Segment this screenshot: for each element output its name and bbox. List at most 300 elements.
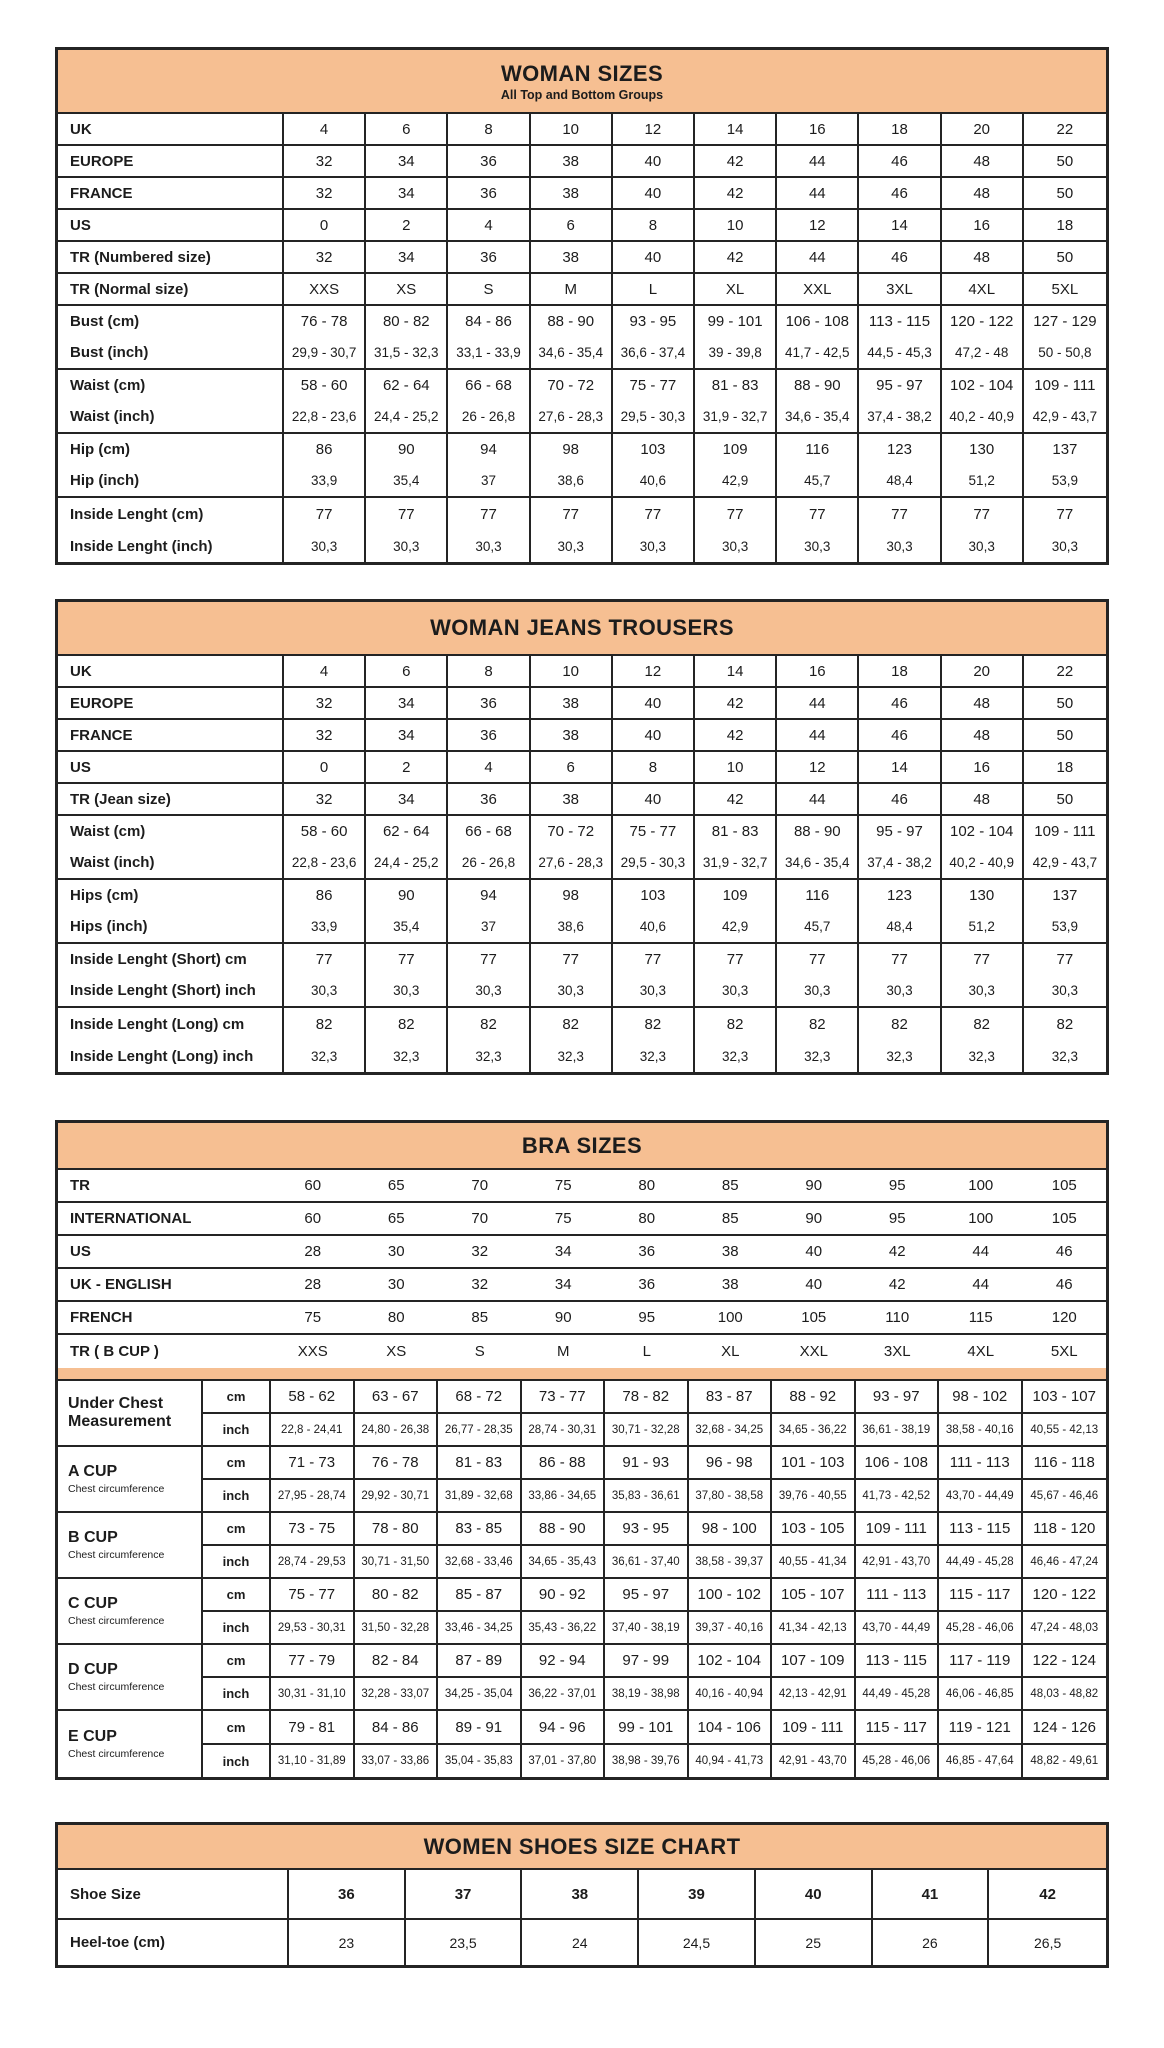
table-cell: 6	[366, 656, 448, 686]
table-cell: 80	[638, 1210, 656, 1227]
cup-cm-value: 105 - 107	[772, 1579, 854, 1612]
table-cell: 36	[448, 242, 530, 272]
cup-inch-value: 28,74 - 29,53	[277, 1555, 346, 1568]
table-cell	[284, 434, 366, 496]
cup-cm-value: 88 - 92	[772, 1381, 854, 1414]
table-cell: 65	[387, 1177, 405, 1194]
table-cell	[777, 306, 859, 368]
table-cell: 40	[613, 146, 695, 176]
value-inch: 29,5 - 30,3	[620, 409, 686, 424]
table-cell	[689, 1645, 773, 1709]
cup-subtitle: Chest circumference	[68, 1482, 165, 1495]
table-cell: XXL	[777, 274, 859, 304]
value-inch: 32,3	[393, 1048, 420, 1064]
cup-cm-value: 75 - 77	[271, 1579, 353, 1612]
table-cell	[605, 1381, 689, 1445]
value-inch: 30,3	[721, 983, 749, 998]
table-cell: 105	[1051, 1210, 1077, 1227]
value-cm: 82	[315, 1015, 333, 1033]
table-cell: 10	[531, 114, 613, 144]
value-inch: 26 - 26,8	[461, 409, 516, 424]
cup-inch-value: 33,86 - 34,65	[528, 1489, 597, 1502]
table-row	[58, 178, 1106, 210]
value-inch: 30,3	[804, 983, 831, 998]
table-cell	[772, 1447, 856, 1511]
value-cm: 81 - 83	[711, 823, 759, 840]
value-cm: 109 - 111	[1034, 823, 1096, 840]
cup-title: B CUP	[68, 1529, 118, 1547]
table-cell: 38	[531, 146, 613, 176]
row-label: US	[58, 752, 284, 782]
table-cell: 120	[1051, 1309, 1077, 1326]
value-cm: 77	[562, 951, 580, 968]
table-cell: 46	[859, 688, 941, 718]
value-cm: 82	[397, 1015, 415, 1033]
cup-cm-value: 87 - 89	[438, 1645, 520, 1678]
table-cell	[695, 434, 777, 496]
cup-row-label	[58, 1579, 203, 1643]
table-cell: 0	[284, 752, 366, 782]
value-cm: 98	[562, 887, 580, 904]
value-cm: 99 - 101	[707, 313, 763, 330]
value-inch: 32,3	[1051, 1048, 1079, 1064]
table-cell: 36	[448, 146, 530, 176]
table-cell: L	[642, 1343, 651, 1360]
table-cell: 80	[387, 1309, 405, 1326]
table-cell	[448, 944, 530, 1006]
table-cell: S	[474, 1343, 485, 1360]
value-inch: 40,6	[639, 919, 667, 934]
value-inch: 45,7	[804, 919, 831, 934]
cup-cm-value: 71 - 73	[271, 1447, 353, 1480]
table-cell	[355, 1579, 439, 1643]
cup-subtitle: Chest circumference	[68, 1548, 165, 1561]
table-cell: 12	[777, 752, 859, 782]
cup-cm-value: 98 - 100	[689, 1513, 771, 1546]
table-cell: 20	[942, 656, 1024, 686]
cup-cm-value: 111 - 113	[856, 1579, 938, 1612]
table-gap	[55, 565, 1109, 599]
table-cell	[859, 816, 941, 878]
table-cell	[605, 1579, 689, 1643]
cup-cm-value: 124 - 126	[1023, 1711, 1107, 1745]
value-cm: 77	[562, 505, 580, 523]
table-row	[58, 720, 1106, 752]
table-cell	[531, 306, 613, 368]
unit-inch-label: inch	[222, 1488, 250, 1503]
table-cell: 42	[695, 720, 777, 750]
table-cell: 34	[366, 720, 448, 750]
table-cell	[531, 880, 613, 942]
row-label: Heel-toe (cm)	[58, 1920, 289, 1965]
cup-cm-value: 88 - 90	[522, 1513, 604, 1546]
table-cell: 60	[304, 1210, 322, 1227]
cup-cm-value: 81 - 83	[438, 1447, 520, 1480]
table-cell	[531, 1008, 613, 1072]
table-cell	[366, 944, 448, 1006]
table-cell	[942, 1008, 1024, 1072]
size-chart-document	[55, 47, 1109, 1968]
table-cell	[942, 306, 1024, 368]
value-inch: 38,6	[557, 473, 584, 488]
table-cell: 39	[639, 1870, 756, 1918]
cup-cm-value: 100 - 102	[689, 1579, 771, 1612]
value-cm: 77	[726, 505, 744, 523]
cup-subtitle: Chest circumference	[68, 1747, 165, 1760]
value-inch: 33,9	[310, 473, 338, 488]
table-cell	[613, 306, 695, 368]
cup-inch-value: 34,65 - 35,43	[528, 1555, 597, 1568]
cup-inch-value: 30,71 - 31,50	[361, 1555, 430, 1568]
cup-inch-value: 45,28 - 46,06	[945, 1621, 1014, 1634]
table-cell	[531, 370, 613, 432]
row-label-bottom: Inside Lenght (Long) inch	[70, 1047, 254, 1065]
table-cell: 34	[554, 1243, 572, 1260]
table-cell	[448, 434, 530, 496]
table-cell	[939, 1381, 1023, 1445]
table-cell	[777, 816, 859, 878]
value-cm: 77	[891, 951, 908, 968]
cup-cm-value: 104 - 106	[689, 1711, 771, 1745]
table-cell: 34	[366, 146, 448, 176]
value-inch: 47,2 - 48	[955, 345, 1009, 360]
value-inch: 40,2 - 40,9	[949, 855, 1014, 870]
unit-cm-label: cm	[203, 1711, 269, 1745]
cup-cm-value: 107 - 109	[772, 1645, 854, 1678]
table-cell	[695, 816, 777, 878]
cup-inch-value: 38,58 - 40,16	[945, 1423, 1014, 1436]
table-cell: 42	[695, 146, 777, 176]
table-cell	[613, 434, 695, 496]
value-cm: 84 - 86	[465, 313, 512, 330]
cup-row-group	[58, 1447, 1106, 1513]
value-cm: 88 - 90	[793, 823, 841, 840]
cup-inch-value: 46,85 - 47,64	[945, 1755, 1014, 1767]
women-shoes-body	[58, 1870, 1106, 1965]
unit-cm-label: cm	[203, 1579, 269, 1612]
table-cell	[613, 816, 695, 878]
cup-inch-value: 37,40 - 38,19	[611, 1621, 680, 1634]
table-cell	[777, 880, 859, 942]
cup-inch-value: 35,04 - 35,83	[444, 1755, 513, 1767]
table-cell: 0	[284, 210, 366, 240]
value-inch: 42,9 - 43,7	[1032, 855, 1098, 870]
table-cell: 40	[805, 1243, 823, 1260]
value-inch: 34,6 - 35,4	[785, 409, 850, 424]
table-cell: 75	[304, 1309, 322, 1326]
table-cell: XXL	[799, 1343, 828, 1360]
table-cell	[271, 1645, 355, 1709]
row-label-top: Hips (cm)	[70, 887, 139, 904]
table-cell: 38	[531, 688, 613, 718]
table-cell: 42	[695, 688, 777, 718]
table-cell	[438, 1579, 522, 1643]
value-inch: 53,9	[1051, 473, 1079, 488]
unit-cell	[203, 1645, 271, 1709]
table-cell: 85	[471, 1309, 489, 1326]
table-cell	[856, 1447, 940, 1511]
value-cm: 70 - 72	[547, 823, 595, 840]
cup-row-group	[58, 1513, 1106, 1579]
table-row	[58, 1203, 1106, 1236]
value-cm: 77	[480, 951, 497, 968]
value-inch: 30,3	[393, 983, 420, 998]
cup-cm-value: 120 - 122	[1023, 1579, 1107, 1612]
value-cm: 77	[1056, 505, 1074, 523]
table-cell: 50	[1056, 790, 1074, 808]
cup-row-group	[58, 1711, 1106, 1777]
table-cell: 48	[942, 178, 1024, 208]
value-cm: 77	[1056, 951, 1074, 968]
table-cell: 90	[554, 1309, 572, 1326]
cup-cm-value: 116 - 118	[1023, 1447, 1107, 1480]
table-row	[58, 1302, 1106, 1335]
row-label: INTERNATIONAL	[70, 1210, 192, 1227]
table-cell	[355, 1381, 439, 1445]
row-label	[58, 816, 284, 878]
value-inch: 32,3	[886, 1048, 913, 1064]
table-cell	[772, 1645, 856, 1709]
table-cell	[939, 1645, 1023, 1709]
women-shoes-table	[55, 1822, 1109, 1968]
value-cm: 82	[891, 1015, 908, 1033]
value-inch: 42,9	[721, 473, 749, 488]
cup-cm-value: 97 - 99	[605, 1645, 687, 1678]
table-cell: 28	[304, 1276, 322, 1293]
value-inch: 22,8 - 23,6	[291, 409, 357, 424]
table-cell: 44	[972, 1243, 990, 1260]
value-inch: 30,3	[393, 538, 420, 554]
table-cell: 34	[366, 784, 448, 814]
table-cell	[689, 1579, 773, 1643]
value-cm: 137	[1052, 887, 1078, 904]
table-cell: 48	[942, 688, 1024, 718]
table-cell	[448, 370, 530, 432]
value-cm: 86	[315, 887, 333, 904]
value-cm: 77	[726, 951, 744, 968]
table-cell	[522, 1579, 606, 1643]
cup-inch-value: 48,82 - 49,61	[1030, 1755, 1099, 1767]
table-cell: 85	[721, 1177, 739, 1194]
table-row	[58, 656, 1106, 688]
cup-inch-value: 27,95 - 28,74	[277, 1489, 346, 1502]
cup-row-group	[58, 1645, 1106, 1711]
cup-cm-value: 78 - 82	[605, 1381, 687, 1414]
table-cell	[1024, 306, 1106, 368]
value-cm: 109	[722, 887, 748, 904]
table-cell	[531, 816, 613, 878]
row-label: TR (Jean size)	[58, 784, 284, 814]
table-cell	[531, 434, 613, 496]
cup-inch-value: 35,43 - 36,22	[528, 1621, 597, 1634]
cup-inch-value: 34,65 - 36,22	[778, 1423, 847, 1436]
cup-cm-value: 86 - 88	[522, 1447, 604, 1480]
value-inch: 45,7	[804, 473, 831, 488]
table-cell	[1024, 434, 1106, 496]
table-cell: 50	[1056, 694, 1074, 712]
table-cell	[522, 1645, 606, 1709]
value-cm: 77	[973, 505, 991, 523]
value-cm: 77	[397, 951, 415, 968]
value-inch: 30,3	[968, 983, 995, 998]
row-label	[58, 306, 284, 368]
table-cell: 48	[942, 720, 1024, 750]
table-cell	[522, 1381, 606, 1445]
cup-cm-value: 95 - 97	[605, 1579, 687, 1612]
table-cell: 40	[613, 720, 695, 750]
cup-row-group	[58, 1381, 1106, 1447]
table-cell: 36	[289, 1870, 406, 1918]
table-cell: 46	[859, 784, 941, 814]
cup-inch-value: 41,34 - 42,13	[778, 1621, 847, 1634]
table-cell: 22	[1056, 120, 1074, 138]
value-cm: 109	[722, 441, 748, 458]
value-inch: 37,4 - 38,2	[867, 855, 932, 870]
value-cm: 81 - 83	[711, 377, 759, 394]
table-cell: 50	[1056, 248, 1074, 266]
table-cell: 38	[531, 178, 613, 208]
table-cell	[1024, 498, 1106, 562]
row-label: FRANCE	[58, 720, 284, 750]
value-inch: 30,3	[886, 538, 913, 554]
table-cell	[366, 434, 448, 496]
value-inch: 30,3	[1051, 983, 1079, 998]
value-cm: 90	[397, 441, 415, 458]
value-inch: 29,5 - 30,3	[620, 855, 686, 870]
table-cell: 44	[777, 720, 859, 750]
table-cell: 40	[613, 178, 695, 208]
cup-inch-value: 35,83 - 36,61	[611, 1489, 680, 1502]
table-cell	[271, 1381, 355, 1445]
value-inch: 34,6 - 35,4	[785, 855, 850, 870]
cup-cm-value: 93 - 97	[856, 1381, 938, 1414]
table-cell: 32	[284, 146, 366, 176]
cup-inch-value: 42,13 - 42,91	[778, 1687, 847, 1700]
value-cm: 66 - 68	[465, 823, 512, 840]
unit-cm-label: cm	[203, 1381, 269, 1414]
value-inch: 53,9	[1051, 919, 1079, 934]
table-cell	[366, 816, 448, 878]
table-cell: 48	[942, 784, 1024, 814]
cup-cm-value: 83 - 85	[438, 1513, 520, 1546]
table-cell: 75	[554, 1210, 572, 1227]
value-inch: 48,4	[886, 919, 913, 934]
table-row	[58, 1170, 1106, 1203]
table-cell: 46	[859, 178, 941, 208]
table-cell	[531, 498, 613, 562]
cup-cm-value: 109 - 111	[856, 1513, 938, 1546]
table-cell: 42	[888, 1243, 906, 1260]
table-cell	[448, 1008, 530, 1072]
table-cell: 50	[1056, 726, 1074, 744]
value-cm: 106 - 108	[785, 313, 849, 330]
table-cell	[689, 1381, 773, 1445]
cup-inch-value: 40,55 - 42,13	[1030, 1423, 1099, 1436]
unit-cell	[203, 1513, 271, 1577]
row-label-bottom: Inside Lenght (inch)	[70, 537, 213, 555]
value-cm: 77	[891, 505, 908, 523]
value-cm: 137	[1052, 441, 1078, 458]
table-cell	[522, 1513, 606, 1577]
cup-inch-value: 45,67 - 46,46	[1030, 1489, 1099, 1502]
table-cell: 8	[448, 114, 530, 144]
table-cell	[448, 306, 530, 368]
value-inch: 50 - 50,8	[1038, 345, 1092, 360]
table-cell	[613, 880, 695, 942]
value-cm: 116	[805, 441, 830, 458]
table-row-group	[58, 1008, 1106, 1072]
unit-cm-label: cm	[203, 1645, 269, 1678]
value-cm: 62 - 64	[382, 377, 430, 394]
unit-inch-label: inch	[222, 1753, 250, 1769]
cup-cm-value: 73 - 75	[271, 1513, 353, 1546]
value-inch: 37	[480, 919, 496, 934]
unit-inch-label: inch	[222, 1554, 250, 1569]
table-cell	[695, 880, 777, 942]
table-cell: M	[557, 1343, 570, 1360]
row-label: UK	[58, 656, 284, 686]
value-inch: 42,9 - 43,7	[1032, 409, 1098, 424]
table-cell	[1023, 1711, 1107, 1777]
table-cell	[695, 1008, 777, 1072]
table-cell: 70	[471, 1210, 489, 1227]
table-cell: 100	[968, 1177, 994, 1194]
cup-row-label	[58, 1711, 203, 1777]
table-cell	[366, 306, 448, 368]
cup-cm-value: 118 - 120	[1023, 1513, 1107, 1546]
table-row-group	[58, 498, 1106, 562]
unit-inch-label: inch	[222, 1620, 250, 1635]
cup-cm-value: 99 - 101	[605, 1711, 687, 1745]
value-inch: 30,3	[310, 983, 338, 998]
row-label-bottom: Bust (inch)	[70, 344, 149, 361]
table-row	[58, 1870, 1106, 1920]
cup-inch-value: 38,19 - 38,98	[611, 1687, 680, 1700]
table-row	[58, 1269, 1106, 1302]
value-cm: 95 - 97	[876, 377, 923, 394]
row-label: US	[58, 210, 284, 240]
table-cell: 14	[859, 210, 941, 240]
value-inch: 40,6	[639, 473, 667, 488]
cup-cm-value: 98 - 102	[939, 1381, 1021, 1414]
table-cell	[1023, 1645, 1107, 1709]
value-cm: 82	[480, 1015, 497, 1033]
table-cell: 16	[777, 656, 859, 686]
cup-title: E CUP	[68, 1728, 117, 1746]
table-cell: 18	[859, 656, 941, 686]
value-cm: 86	[315, 441, 333, 458]
women-shoes-header	[58, 1825, 1106, 1870]
table-cell	[777, 1008, 859, 1072]
table-cell	[438, 1381, 522, 1445]
table-cell	[448, 880, 530, 942]
table-cell: 50	[1056, 184, 1074, 202]
cup-inch-value: 28,74 - 30,31	[528, 1423, 597, 1436]
table-cell: 38	[531, 720, 613, 750]
table-cell: 32	[284, 720, 366, 750]
cup-cm-value: 80 - 82	[355, 1579, 437, 1612]
value-inch: 33,9	[310, 919, 338, 934]
cup-inch-value: 42,91 - 43,70	[778, 1755, 847, 1767]
cup-inch-value: 22,8 - 24,41	[281, 1423, 343, 1436]
value-inch: 29,9 - 30,7	[291, 345, 357, 360]
cup-cm-value: 58 - 62	[271, 1381, 353, 1414]
row-label: TR (Normal size)	[58, 274, 284, 304]
value-cm: 88 - 90	[547, 313, 595, 330]
table-cell: L	[613, 274, 695, 304]
table-row	[58, 784, 1106, 816]
table-cell	[777, 370, 859, 432]
